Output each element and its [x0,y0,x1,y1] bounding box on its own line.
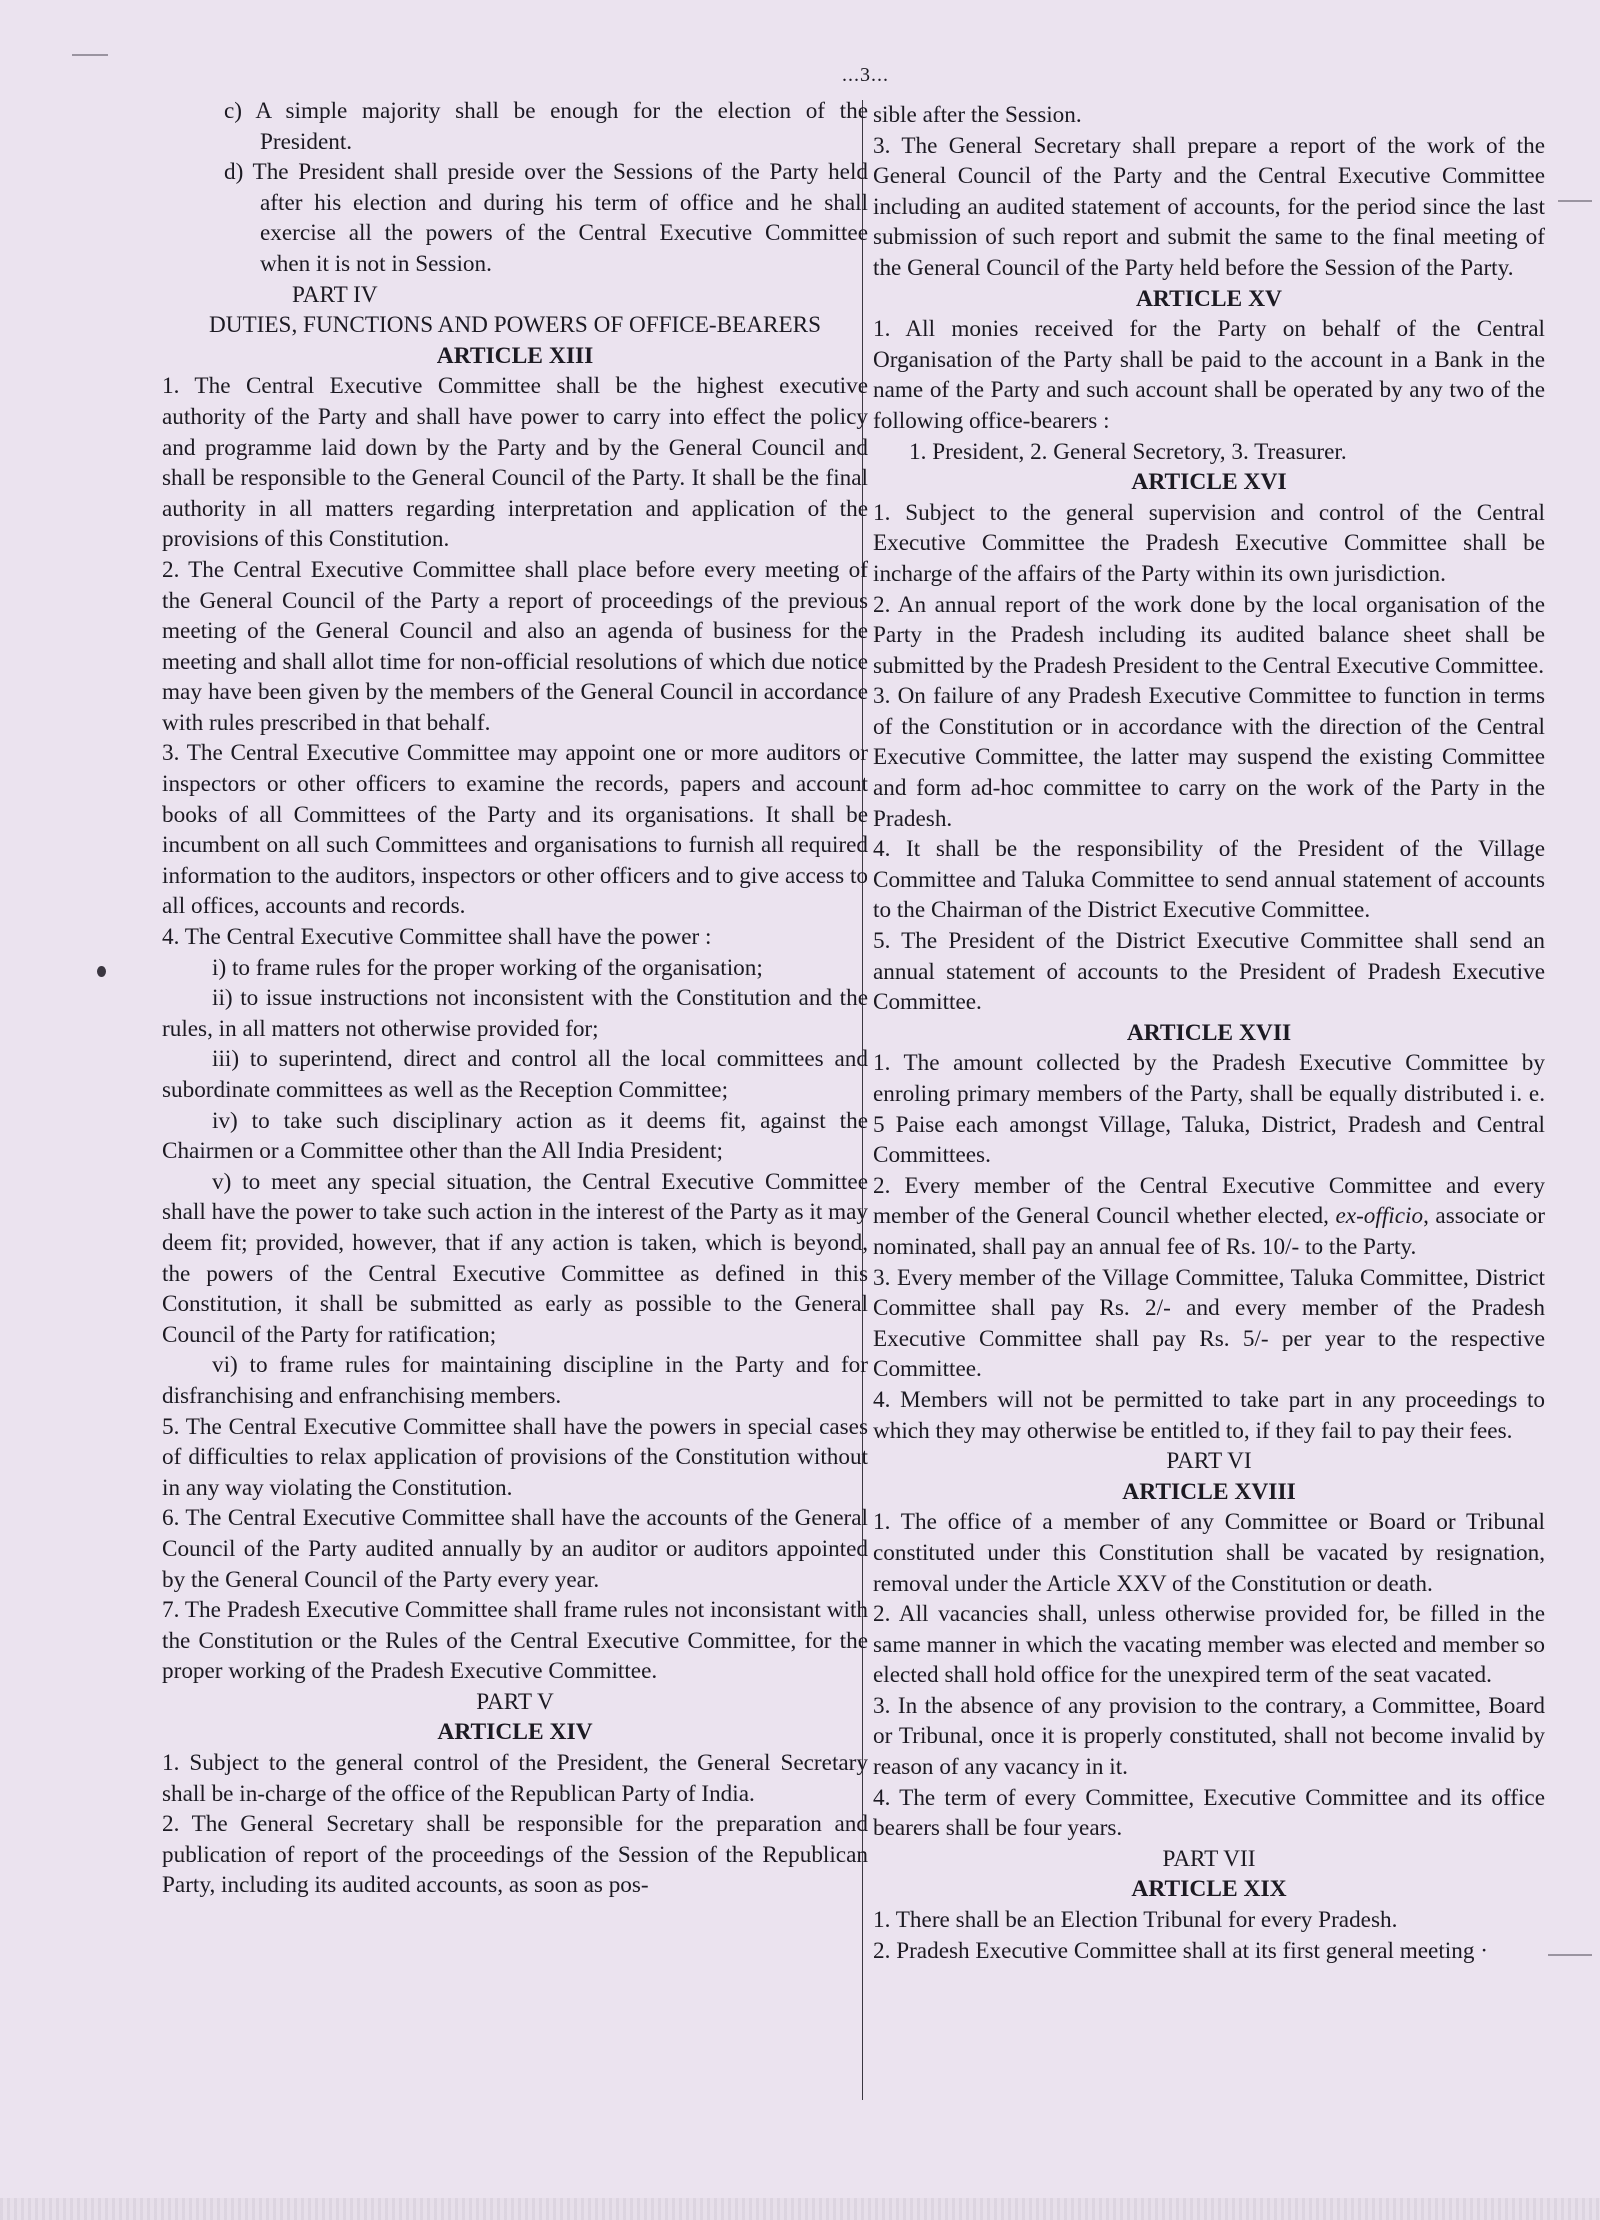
page-number: ...3... [842,64,889,86]
left-column [162,96,868,1901]
article-heading: ARTICLE XVIII [1122,1478,1296,1505]
paragraph: 3. On failure of any Pradesh Executive Committee to function in terms of the Constitution or in accordance with the direction of the Central Executive Committee, the latter may suspend the existing Committee and form ad-hoc committee to carry on the work of the Party in the Pradesh. [873,683,1545,832]
paragraph: 2. The General Secretary shall be responsible for the preparation and publication of report of the proceedings of the Session of the Republican Party, including its audited accounts, as soon as pos- [162,1811,868,1899]
power-item: i) to frame rules for the proper working of the organisation; [212,954,763,981]
paragraph: 5. The President of the District Executive Committee shall send an annual statement of accounts to the President of Pradesh Executive Committee. [873,928,1545,1016]
part-heading: PART V [476,1688,554,1715]
paragraph: 2. All vacancies shall, unless otherwise provided for, be filled in the same manner in which the vacating member was elected and member so elected shall hold office for the unexpired term of the seat vacated. [873,1601,1545,1689]
article-heading: ARTICLE XVI [1131,469,1287,496]
paragraph: 5. The Central Executive Committee shall have the powers in special cases of difficulties to relax application of provisions of the Constitution without in any way violating the Constitution. [162,1413,868,1501]
paragraph: 3. The Central Executive Committee may appoint one or more auditors or inspectors or other officers to examine the records, papers and account books of all Committees of the Party and its organisations. It shall be incumbent on all such Committees and organisations to furnish all required information to the auditors, inspectors or other officers and to give access to all offices, accounts and records. [162,740,868,920]
article-heading: ARTICLE XV [1135,285,1283,312]
power-item: ii) to issue instructions not inconsistent with the Constitution and the rules, in all matters not otherwise provided for; [162,985,868,1042]
paragraph: 2. The Central Executive Committee shall place before every meeting of the General Council of the Party a report of proceedings of the previous meeting of the General Council and also an agenda of business for the meeting and shall allot time for non-official resolutions of which due notice may have been given by the members of the General Council in accordance with rules prescribed in that behalf. [162,556,868,736]
paragraph: 1. The Central Executive Committee shall be the highest executive authority of the Party and shall have power to carry into effect the policy and programme laid down by the Party and by the General Council and shall be responsible to the General Council of the Party. It shall be the final authority in all matters regarding interpretation and application of the provisions of this Constitution. [162,373,868,553]
scan-speck [97,966,106,977]
part-heading: PART VII [1162,1845,1256,1872]
paragraph: 6. The Central Executive Committee shall have the accounts of the General Council of the Party audited annually by an auditor or auditors appointed by the General Council of the Party every year. [162,1505,868,1593]
paragraph: 3. Every member of the Village Committee, Taluka Committee, District Committee shall pay Rs. 2/- and every member of the Pradesh Executive Committee shall pay Rs. 5/- per year to the respective Committee. [873,1264,1545,1383]
scan-edge-mark [72,54,108,56]
part-heading: PART VI [1166,1448,1252,1475]
part-heading: PART IV [292,281,378,308]
power-item: iii) to superintend, direct and control all the local committees and subordinate committees as well as the Reception Committee; [162,1046,868,1103]
paragraph: 2. Pradesh Executive Committee shall at its first general meeting · [873,1937,1488,1964]
paragraph: 4. Members will not be permitted to take part in any proceedings to which they may otherwise be entitled to, if they fail to pay their fees. [873,1386,1545,1444]
paragraph: 1. All monies received for the Party on behalf of the Central Organisation of the Party shall be paid to the account in a Bank in the name of the Party and such account shall be operated by any two of the following office-bearers : [873,316,1545,434]
paragraph: 3. The General Secretary shall prepare a report of the work of the General Council of the Party and the Central Executive Committee including an audited statement of accounts, for the period since the last submission of such report and submit the same to the final meeting of the General Council of the Party held before the Session of the Party. [873,132,1545,281]
article-heading: ARTICLE XIV [437,1719,593,1746]
scan-edge-mark [1558,200,1592,202]
text-segment: 2. Every member of the Central Executive Committee and every member of the General Council whether elected, [873,1172,1545,1230]
paragraph: 3. In the absence of any provision to the contrary, a Committee, Board or Tribunal, once it is properly constituted, shall not become invalid by reason of any vacancy in it. [873,1692,1545,1781]
paragraph: 1. The amount collected by the Pradesh Executive Committee by enroling primary members of the Party, shall be equally distributed i. e. 5 Paise each amongst Village, Taluka, District, Pradesh and Central Committees. [873,1050,1545,1169]
paragraph: 1. Subject to the general control of the President, the General Secretary shall be in-charge of the office of the Republican Party of India. [162,1750,868,1807]
scan-bottom-edge [0,2198,1600,2220]
paragraph [873,1171,1545,1263]
power-item: vi) to frame rules for maintaining discipline in the Party and for disfranchising and enfranchising members. [162,1352,868,1409]
office-bearer-list: 1. President, 2. General Secretory, 3. Treasurer. [909,438,1347,465]
italic-term: ex-officio [1335,1203,1424,1230]
power-item: v) to meet any special situation, the Central Executive Committee shall have the power to take such action in the interest of the Party as it may deem fit; provided, however, that if any action is taken, which is beyond, the powers of the Central Executive Committee as defined in this Constitution, it shall be submitted as early as possible to the General Council of the Party for ratification; [162,1168,868,1348]
paragraph: 4. The term of every Committee, Executive Committee and its office bearers shall be four years. [873,1784,1545,1842]
power-item: iv) to take such disciplinary action as it deems fit, against the Chairmen or a Committee other than the All India President; [162,1107,868,1165]
part-title: DUTIES, FUNCTIONS AND POWERS OF OFFICE-BEARERS [209,312,821,339]
scan-edge-mark [1548,1954,1592,1956]
article-heading: ARTICLE XIII [436,342,594,369]
paragraph: 2. An annual report of the work done by the local organisation of the Party in the Pradesh including its audited balance sheet shall be submitted by the Pradesh President to the Central Executive Committee. [873,591,1545,679]
paragraph: 4. It shall be the responsibility of the President of the Village Committee and Taluka Committee to send annual statement of accounts to the Chairman of the District Executive Committee. [873,836,1545,924]
clause-c: c) A simple majority shall be enough for the election of the President. [224,98,868,155]
paragraph: 1. There shall be an Election Tribunal for every Pradesh. [873,1907,1398,1934]
paragraph: 7. The Pradesh Executive Committee shall frame rules not inconsistant with the Constitution or the Rules of the Central Executive Committee, for the proper working of the Pradesh Executive Committee. [162,1597,868,1685]
article-heading: ARTICLE XIX [1131,1876,1287,1903]
paragraph-continuation: sible after the Session. [873,102,1082,128]
text-segment: , associate or nominated, shall pay an annual fee of Rs. 10/- to the Party. [873,1203,1545,1260]
paragraph: 4. The Central Executive Committee shall have the power : [162,924,712,951]
paragraph: 1. Subject to the general supervision and control of the Central Executive Committee the Pradesh Executive Committee shall be incharge of the affairs of the Party within its own jurisdiction. [873,499,1545,587]
paragraph: 1. The office of a member of any Committee or Board or Tribunal constituted under this Constitution shall be vacated by resignation, removal under the Article XXV of the Constitution or death. [873,1509,1545,1597]
right-column [873,100,1545,1966]
article-heading: ARTICLE XVII [1126,1019,1292,1046]
clause-d: d) The President shall preside over the Sessions of the Party held after his election and during his term of office and he shall exercise all the powers of the Central Executive Committee when it is not in Session. [224,159,868,277]
